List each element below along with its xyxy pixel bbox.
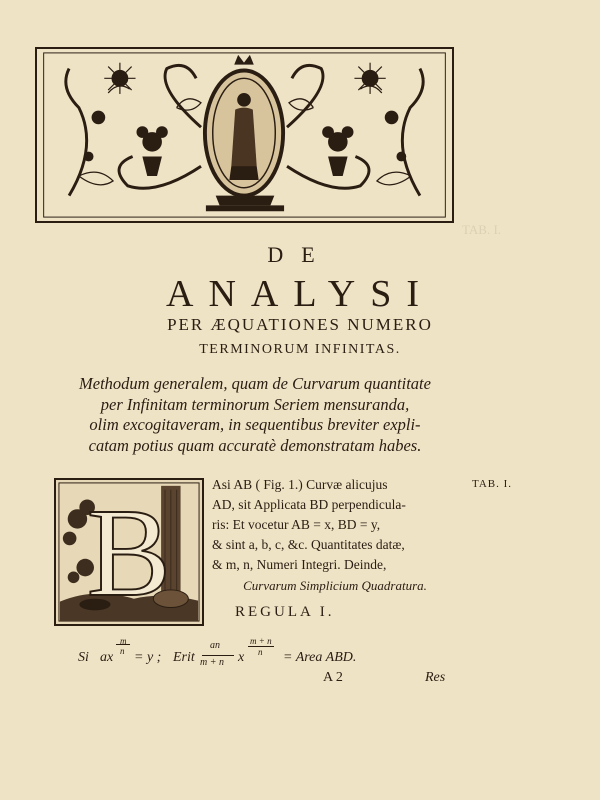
formula-erit: Erit — [173, 650, 195, 665]
title-subtitle-2: TERMINORUM INFINITAS. — [199, 342, 401, 357]
body-line: AD, sit Applicata BD perpendicula- — [212, 497, 406, 512]
formula-exp1-num: m — [120, 636, 127, 646]
body-line: Asi AB ( Fig. 1.) Curvæ alicujus — [212, 477, 388, 492]
title-analysi: ANALYSI — [166, 273, 434, 315]
decorated-initial — [54, 478, 204, 626]
intro-line: Methodum generalem, quam de Curvarum quantitate — [79, 374, 431, 393]
formula-x: x — [238, 650, 245, 665]
initial-letter: B — [86, 482, 172, 623]
formula-area: = Area ABD. — [283, 650, 357, 665]
section-heading: Curvarum Simplicium Quadratura. — [243, 578, 427, 593]
formula-exp2-den: n — [258, 647, 263, 657]
margin-note-tab: TAB. I. — [472, 478, 513, 490]
intro-line: olim excogitaveram, in sequentibus breviter expli- — [89, 415, 421, 434]
formula-exp2-num: m + n — [250, 636, 272, 646]
formula-si: Si — [78, 650, 89, 665]
intro-line: catam potius quam accuratè demonstratam habes. — [88, 435, 422, 455]
formula-exp1-den: n — [120, 646, 125, 656]
formula-frac-num: an — [210, 640, 220, 651]
fraction-bar — [116, 644, 130, 645]
body-line: & sint a, b, c, &c. Quantitates datæ, — [212, 537, 405, 552]
body-line: & m, n, Numeri Integri. Deinde, — [212, 557, 387, 572]
formula-eq-y: = y ; — [134, 650, 162, 665]
intro-paragraph — [55, 374, 455, 456]
formula — [78, 636, 458, 676]
intro-line: per Infinitam terminorum Seriem mensuranda, — [100, 394, 410, 414]
formula-frac-den: m + n — [200, 657, 224, 668]
signature-mark: A 2 — [323, 670, 343, 685]
ornamental-headpiece — [35, 47, 454, 223]
title-subtitle: PER ÆQUATIONES NUMERO — [167, 315, 433, 334]
formula-ax: ax — [100, 650, 114, 665]
body-text — [212, 475, 457, 575]
body-line: ris: Et vocetur AB = x, BD = y, — [212, 517, 381, 532]
catchword: Res — [425, 670, 446, 685]
title-de: DE — [267, 242, 333, 267]
fraction-bar — [202, 655, 234, 656]
rule-heading: REGULA I. — [235, 604, 335, 620]
show-through-text: TAB. I. — [462, 222, 502, 237]
